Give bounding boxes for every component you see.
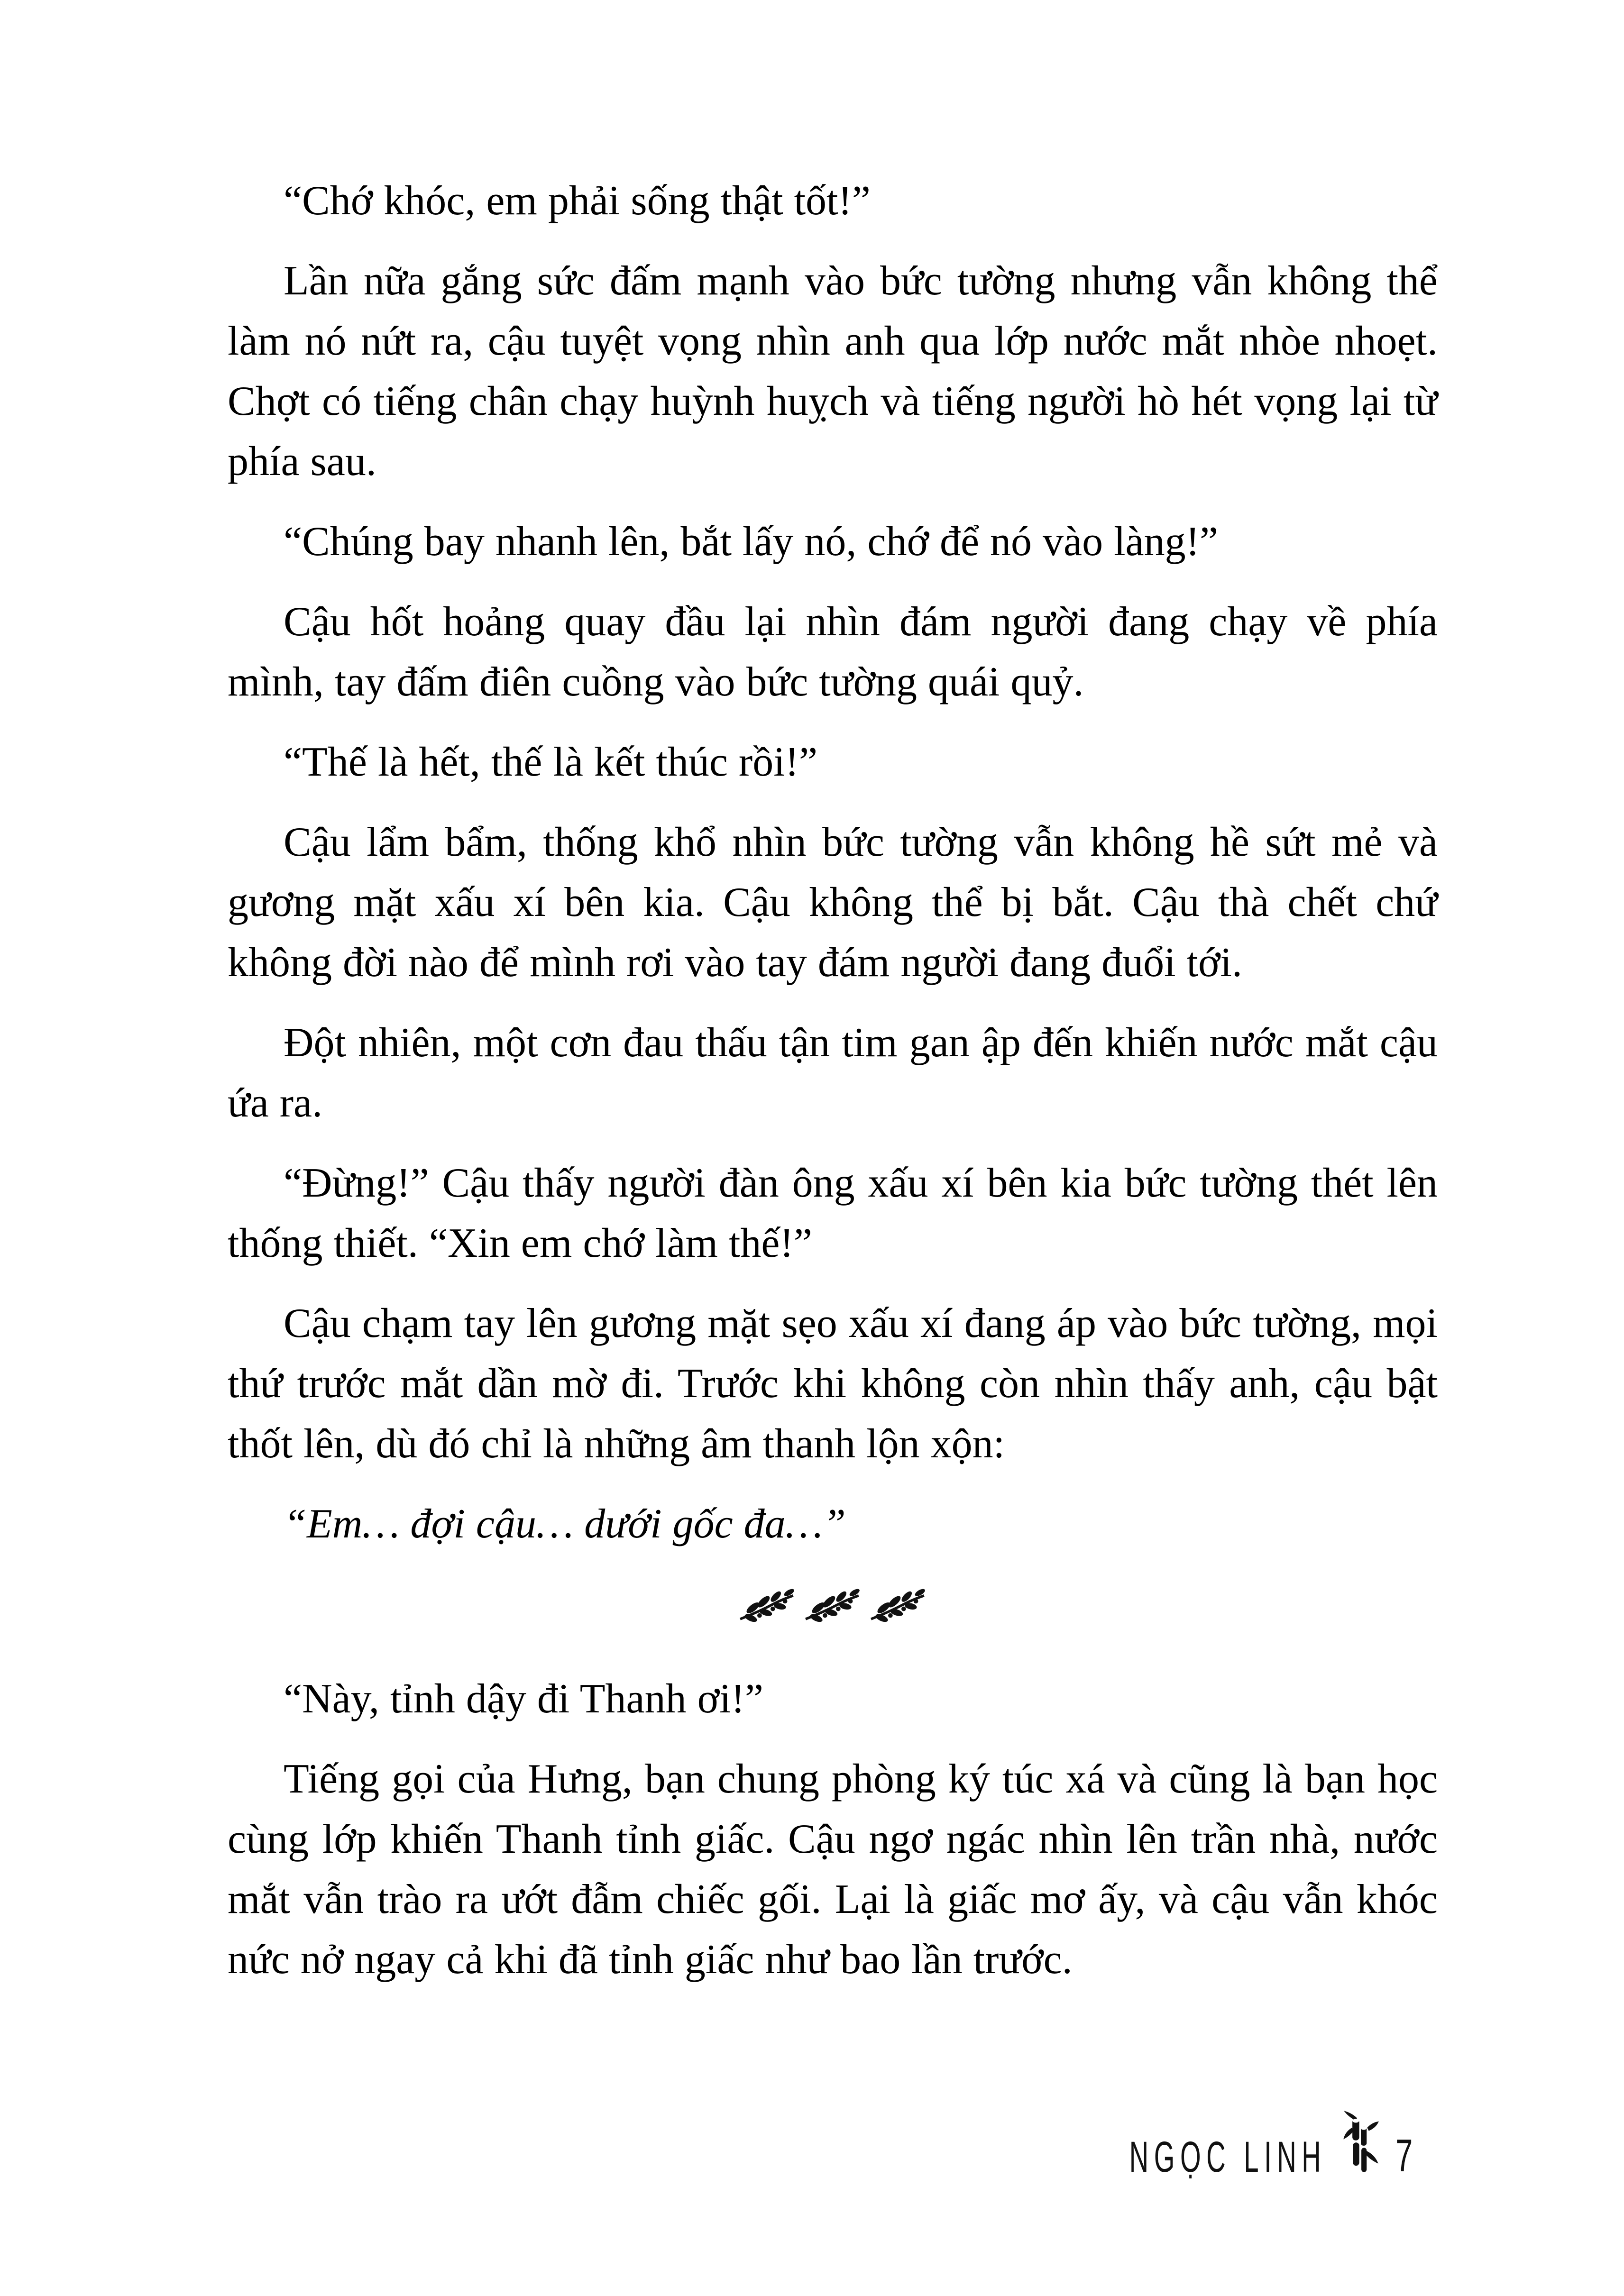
page-number: 7: [1395, 2130, 1413, 2181]
paragraph: “Đừng!” Cậu thấy người đàn ông xấu xí bên kia bức tường thét lên thống thiết. “Xin em chớ làm thế!”: [228, 1160, 1438, 1266]
paragraph: “Chớ khóc, em phải sống thật tốt!”: [284, 178, 871, 224]
paragraph: Tiếng gọi của Hưng, bạn chung phòng ký túc xá và cũng là bạn học cùng lớp khiến Thanh tỉnh giấc. Cậu ngơ ngác nhìn lên trần nhà, nước mắt vẫn trào ra ướt đẫm chiếc gối. Lại là giấc mơ ấy, và cậu vẫn khóc nức nở ngay cả khi đã tỉnh giấc như bao lần trước.: [228, 1756, 1438, 1983]
page-footer: [1053, 2111, 1418, 2182]
leaf-branch-ornament-icon: [804, 1584, 862, 1625]
page-text: [228, 171, 1438, 2010]
leaf-branch-ornament-icon: [869, 1584, 927, 1625]
paragraph: “Chúng bay nhanh lên, bắt lấy nó, chớ để nó vào làng!”: [284, 519, 1218, 565]
leaf-branch-ornament-icon: [738, 1584, 796, 1625]
paragraph: Lần nữa gắng sức đấm mạnh vào bức tường nhưng vẫn không thể làm nó nứt ra, cậu tuyệt vọng nhìn anh qua lớp nước mắt nhòe nhoẹt. Chợt có tiếng chân chạy huỳnh huỵch và tiếng người hò hét vọng lại từ phía sau.: [228, 258, 1438, 485]
paragraph: “Thế là hết, thế là kết thúc rồi!”: [284, 739, 818, 785]
paragraph: Cậu chạm tay lên gương mặt sẹo xấu xí đang áp vào bức tường, mọi thứ trước mắt dần mờ đi. Trước khi không còn nhìn thấy anh, cậu bật thốt lên, dù đó chỉ là những âm thanh lộn xộn:: [228, 1300, 1438, 1467]
paragraph: “Này, tỉnh dậy đi Thanh ơi!”: [284, 1676, 763, 1722]
section-divider: [228, 1584, 1438, 1625]
paragraph: Đột nhiên, một cơn đau thấu tận tim gan ập đến khiến nước mắt cậu ứa ra.: [228, 1020, 1438, 1126]
paragraph: Cậu hốt hoảng quay đầu lại nhìn đám người đang chạy về phía mình, tay đấm điên cuồng vào bức tường quái quỷ.: [228, 599, 1438, 705]
paragraph: Cậu lẩm bẩm, thống khổ nhìn bức tường vẫn không hề sứt mẻ và gương mặt xấu xí bên kia. Cậu không thể bị bắt. Cậu thà chết chứ không đời nào để mình rơi vào tay đám người đang đuổi tới.: [228, 819, 1438, 986]
dialogue-italic-paragraph: “Em… đợi cậu… dưới gốc đa…”: [284, 1501, 846, 1547]
author-name: NGỌC LINH: [1129, 2131, 1327, 2181]
bamboo-icon: [1342, 2111, 1379, 2182]
